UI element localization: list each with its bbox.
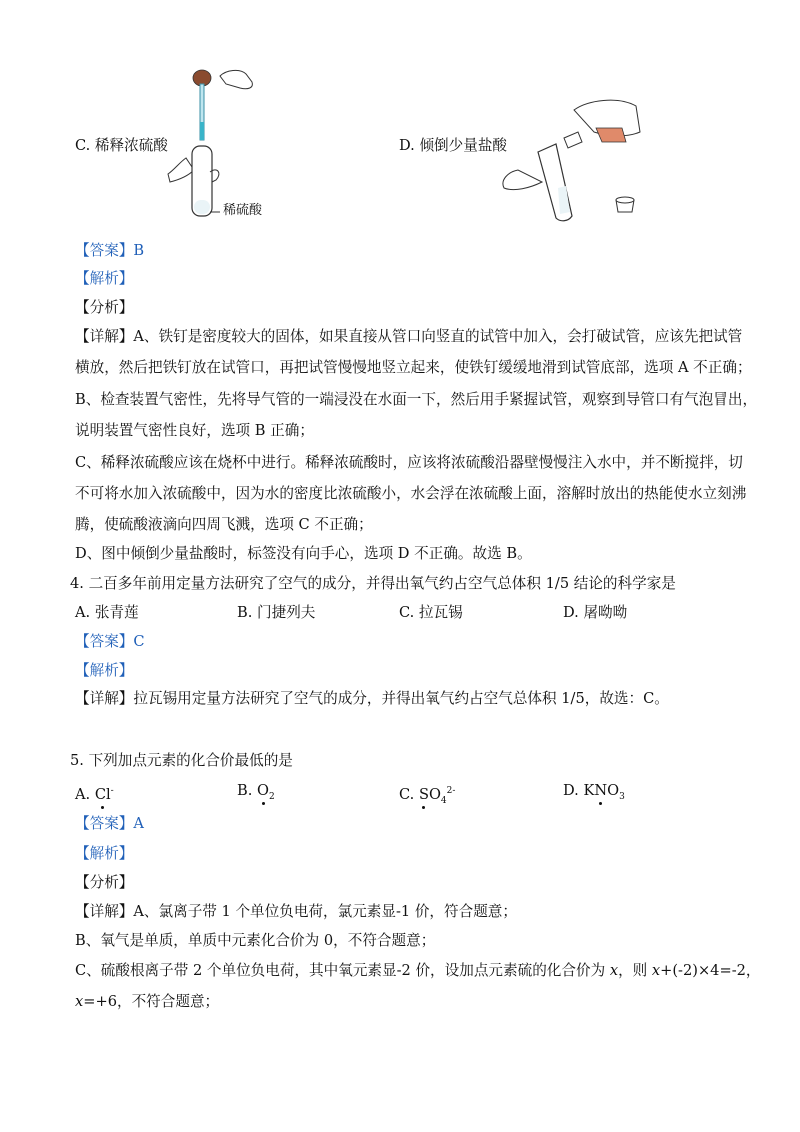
- q5-option-b-subscript: 2: [268, 791, 275, 802]
- q4-option-d: D. 屠呦呦: [563, 604, 628, 621]
- q3-jiexi: 【解析】: [75, 270, 134, 287]
- q5-option-c-subscript: 4: [440, 795, 447, 806]
- q5-option-c: [399, 781, 455, 811]
- q5-option-d-dotted-element: N: [594, 782, 608, 799]
- q3-detail-line: 不可将水加入浓硫酸中，因为水的密度比浓硫酸小，水会浮在浓硫酸上面，溶解时放出的热能使水立刻沸: [75, 485, 747, 502]
- q5-option-b: [237, 781, 275, 807]
- q5-detail-line-c2: [75, 992, 219, 1012]
- q3-detail-line: 说明装置气密性良好，选项 B 正确；: [75, 422, 314, 439]
- q5-c-equation: +(-2)×4=-2，: [660, 962, 761, 979]
- q3-detail-line: B、检查装置气密性，先将导气管的一端浸没在水面一下，然后用手紧握试管，观察到导管口有气泡冒出，: [75, 391, 758, 408]
- figure-c-tube-label: 稀硫酸: [223, 203, 263, 218]
- pour-acid-illustration: [498, 92, 648, 222]
- q5-question: 5. 下列加点元素的化合价最低的是: [70, 752, 293, 769]
- figure-c: [160, 62, 280, 222]
- q5-option-d-prefix: D. K: [563, 782, 595, 799]
- q5-var-x: x: [651, 962, 661, 979]
- q5-answer: 【答案】A: [75, 815, 144, 832]
- q5-option-c-charge: 2-: [446, 786, 456, 796]
- q5-option-c-dotted-element: S: [418, 785, 429, 803]
- q4-jiexi: 【解析】: [75, 662, 134, 679]
- q5-option-d-subscript: 3: [619, 791, 625, 802]
- q5-option-a-dotted-element: Cl: [94, 785, 111, 803]
- q5-detail-line: B、氧气是单质，单质中元素化合价为 0，不符合题意；: [75, 932, 436, 949]
- q3-detail-line: D、图中倾倒少量盐酸时，标签没有向手心，选项 D 不正确。故选 B。: [75, 545, 532, 562]
- q5-option-c-rest: O: [428, 785, 441, 803]
- q5-var-x: x: [609, 962, 619, 979]
- dilute-acid-illustration: [160, 62, 280, 222]
- q3-fenxi: 【分析】: [75, 299, 134, 316]
- q5-option-a: [75, 781, 114, 805]
- figure-d: [498, 92, 648, 222]
- q5-c-text: C、硫酸根离子带 2 个单位负电荷，其中氧元素显-2 价，设加点元素硫的化合价为: [75, 962, 610, 979]
- q5-option-a-prefix: A.: [75, 785, 95, 803]
- q3-answer: 【答案】B: [75, 242, 145, 259]
- q5-option-d-rest: O: [607, 782, 620, 799]
- q5-option-d: [563, 781, 625, 807]
- q3-detail-line: 【详解】A、铁钉是密度较大的固体，如果直接从管口向竖直的试管中加入，会打破试管，应该先把试管: [75, 328, 743, 345]
- q5-var-x: x: [75, 993, 84, 1010]
- q4-detail: 【详解】拉瓦锡用定量方法研究了空气的成分，并得出氧气约占空气总体积 1/5，故选：C。: [75, 690, 669, 707]
- figure-c-label: C. 稀释浓硫酸: [75, 137, 168, 154]
- q5-c-tail: ，则: [618, 962, 652, 979]
- q4-question: 4. 二百多年前用定量方法研究了空气的成分，并得出氧气约占空气总体积 1/5 结论的科学家是: [70, 575, 676, 592]
- q5-c2-tail: =+6，不符合题意；: [83, 993, 220, 1010]
- q3-detail-line: C、稀释浓硫酸应该在烧杯中进行。稀释浓硫酸时，应该将浓硫酸沿器壁慢慢注入水中，并不断搅拌，切: [75, 454, 743, 471]
- q4-answer: 【答案】C: [75, 633, 145, 650]
- figure-d-label: D. 倾倒少量盐酸: [399, 137, 508, 154]
- q5-fenxi: 【分析】: [75, 874, 134, 891]
- q5-detail-line-c: [75, 961, 761, 981]
- q5-option-c-prefix: C.: [399, 785, 419, 803]
- q5-option-a-charge: -: [110, 786, 114, 796]
- q3-detail-line: 腾，使硫酸液滴向四周飞溅，选项 C 不正确；: [75, 516, 373, 533]
- q5-jiexi: 【解析】: [75, 845, 134, 862]
- q5-option-b-prefix: B.: [237, 782, 258, 799]
- q4-option-a: A. 张青莲: [75, 604, 139, 621]
- q5-detail-line: 【详解】A、氯离子带 1 个单位负电荷，氯元素显-1 价，符合题意；: [75, 903, 517, 920]
- q3-detail-line: 横放，然后把铁钉放在试管口，再把试管慢慢地竖立起来，使铁钉缓缓地滑到试管底部，选项 A 不正确；: [75, 359, 752, 376]
- q5-option-b-dotted-element: O: [257, 782, 269, 799]
- q4-option-b: B. 门捷列夫: [237, 604, 316, 621]
- q4-option-c: C. 拉瓦锡: [399, 604, 463, 621]
